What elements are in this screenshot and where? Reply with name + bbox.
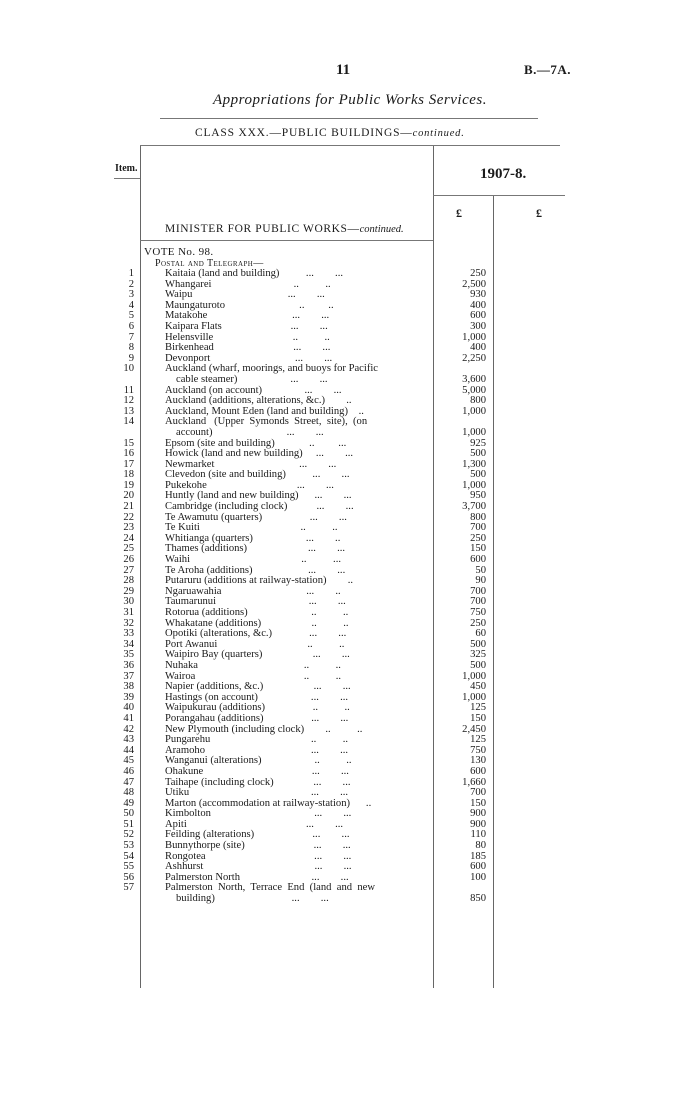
item-description: Palmerston North ... ... [165, 871, 349, 883]
item-description: Port Awanui .. .. [165, 638, 345, 650]
table-row [0, 703, 700, 714]
table-row [0, 778, 700, 789]
item-number: 5 [128, 310, 134, 322]
item-description: account) ... ... [176, 426, 324, 438]
item-number: 29 [123, 585, 134, 597]
item-number: 56 [123, 871, 134, 883]
table-row [0, 322, 700, 333]
item-number: 47 [123, 776, 134, 788]
item-description: Clevedon (site and building) ... ... [165, 469, 350, 481]
item-amount: 930 [470, 289, 486, 301]
table-row [0, 650, 700, 661]
item-number: 12 [123, 395, 134, 407]
table-row [0, 513, 700, 524]
appropriation-rows [0, 269, 700, 905]
item-amount: 500 [470, 638, 486, 650]
table-row [0, 470, 700, 481]
item-amount: 1,000 [462, 405, 486, 417]
item-description: Palmerston North, Terrace End (land and new [165, 882, 375, 894]
item-number: 34 [123, 638, 134, 650]
table-row [0, 534, 700, 545]
item-number: 1 [128, 268, 134, 279]
item-amount: 750 [470, 744, 486, 756]
item-number: 20 [123, 490, 134, 502]
item-number: 24 [123, 532, 134, 544]
table-row [0, 343, 700, 354]
table-row [0, 809, 700, 820]
item-amount: 700 [470, 522, 486, 534]
table-row [0, 460, 700, 471]
item-description: Nuhaka .. .. [165, 659, 341, 671]
item-number: 42 [123, 723, 134, 735]
item-number: 11 [123, 384, 134, 396]
item-amount: 300 [470, 320, 486, 332]
table-row [0, 597, 700, 608]
table-row [0, 862, 700, 873]
table-row [0, 301, 700, 312]
item-number: 57 [123, 882, 134, 894]
table-row [0, 502, 700, 513]
item-number: 37 [123, 670, 134, 682]
item-amount: 700 [470, 787, 486, 799]
item-number: 2 [128, 278, 134, 290]
item-amount: 1,300 [462, 458, 486, 470]
item-description: Howick (land and new building) ... ... [165, 448, 354, 460]
item-amount: 700 [470, 585, 486, 597]
item-description: Kaitaia (land and building) ... ... [165, 268, 343, 279]
item-number: 16 [123, 448, 134, 460]
item-description: Auckland (on account) ... ... [165, 384, 342, 396]
table-row [0, 269, 700, 280]
table-row [0, 428, 700, 439]
item-amount: 925 [470, 437, 486, 449]
table-row [0, 619, 700, 630]
item-number: 54 [123, 850, 134, 862]
item-description: Devonport ... ... [165, 352, 333, 364]
item-number: 22 [123, 511, 134, 523]
item-amount: 90 [475, 575, 486, 587]
item-amount: 3,700 [462, 501, 486, 513]
pound-unit-right: £ [536, 206, 542, 220]
item-number: 55 [123, 861, 134, 873]
item-description: Auckland (Upper Symonds Street, site), (on [165, 416, 368, 428]
item-description: Newmarket ... ... [165, 458, 337, 470]
item-description: Whangarei .. .. [165, 278, 331, 290]
item-description: Hastings (on account) ... ... [165, 691, 349, 703]
table-row [0, 767, 700, 778]
title-rule [160, 118, 538, 119]
table-row [0, 375, 700, 386]
table-row [0, 820, 700, 831]
item-amount: 850 [470, 893, 486, 905]
item-description: Ngaruawahia ... .. [165, 585, 341, 597]
table-row [0, 714, 700, 725]
item-amount: 185 [470, 850, 486, 862]
item-number: 8 [128, 342, 134, 354]
item-description: Whakatane (additions) .. .. [165, 617, 349, 629]
table-row [0, 417, 700, 428]
item-amount: 800 [470, 395, 486, 407]
table-row [0, 555, 700, 566]
item-description: Waipiro Bay (quarters) ... ... [165, 649, 350, 661]
table-row [0, 735, 700, 746]
item-number: 49 [123, 797, 134, 809]
table-row [0, 587, 700, 598]
item-number: 36 [123, 659, 134, 671]
item-description: Rotorua (additions) .. .. [165, 607, 349, 618]
item-number: 30 [123, 596, 134, 608]
item-amount: 50 [475, 564, 486, 576]
pound-unit-left: £ [456, 206, 462, 220]
item-amount: 80 [475, 840, 486, 852]
item-amount: 1,000 [462, 670, 486, 682]
item-amount: 2,500 [462, 278, 486, 290]
item-number: 43 [123, 734, 134, 746]
item-number: 25 [123, 543, 134, 555]
item-description: Pukekohe ... ... [165, 479, 334, 491]
item-description: Auckland (wharf, moorings, and buoys for Pacific [165, 363, 378, 375]
item-number: 3 [128, 289, 134, 301]
item-amount: 600 [470, 554, 486, 566]
item-description: Te Kuiti .. .. [165, 522, 338, 534]
item-header-underline [114, 178, 140, 179]
item-number: 33 [123, 628, 134, 640]
item-amount: 3,600 [462, 373, 486, 385]
item-description: cable steamer) ... ... [176, 373, 328, 385]
class-subtitle-continued: continued. [412, 128, 465, 139]
item-number: 48 [123, 787, 134, 799]
table-row [0, 682, 700, 693]
item-amount: 60 [475, 628, 486, 640]
item-number: 14 [123, 416, 134, 428]
item-amount: 600 [470, 765, 486, 777]
item-number: 23 [123, 522, 134, 534]
table-row [0, 364, 700, 375]
item-description: Taihape (including clock) ... ... [165, 776, 351, 788]
item-number: 13 [123, 405, 134, 417]
item-number: 32 [123, 617, 134, 629]
item-amount: 500 [470, 448, 486, 460]
item-description: Pungarehu .. .. [165, 734, 349, 746]
class-subtitle-main: CLASS XXX.—PUBLIC BUILDINGS— [195, 127, 413, 139]
item-number: 15 [123, 437, 134, 449]
year-header-rule [433, 195, 565, 196]
table-row [0, 693, 700, 704]
item-amount: 125 [470, 734, 486, 746]
item-description: New Plymouth (including clock) .. .. [165, 723, 363, 735]
item-number: 38 [123, 681, 134, 693]
item-amount: 325 [470, 649, 486, 661]
table-row [0, 661, 700, 672]
table-row [0, 883, 700, 894]
item-number: 31 [123, 607, 134, 618]
item-number: 19 [123, 479, 134, 491]
item-description: Waipukurau (additions) .. .. [165, 702, 350, 714]
item-description: Te Awamutu (quarters) ... ... [165, 511, 347, 523]
item-amount: 1,660 [462, 776, 486, 788]
minister-heading [165, 223, 404, 235]
item-number: 28 [123, 575, 134, 587]
item-amount: 130 [470, 755, 486, 767]
item-description: Auckland, Mount Eden (land and building) .. [165, 405, 364, 417]
minister-heading-main: MINISTER FOR PUBLIC WORKS— [165, 223, 360, 235]
item-description: Porangahau (additions) ... ... [165, 712, 349, 724]
vote-number: VOTE No. 98. [144, 246, 214, 258]
table-row [0, 523, 700, 534]
item-amount: 900 [470, 818, 486, 830]
year-header: 1907-8. [480, 166, 527, 182]
item-number: 44 [123, 744, 134, 756]
item-amount: 150 [470, 797, 486, 809]
item-number: 50 [123, 808, 134, 820]
item-amount: 500 [470, 659, 486, 671]
item-amount: 150 [470, 543, 486, 555]
item-amount: 950 [470, 490, 486, 502]
item-column-header: Item. [115, 163, 138, 174]
item-amount: 750 [470, 607, 486, 618]
item-description: Kaipara Flats ... ... [165, 320, 328, 332]
item-amount: 700 [470, 596, 486, 608]
item-description: Auckland (additions, alterations, &c.) .. [165, 395, 352, 407]
header-rule [140, 145, 560, 146]
item-number: 27 [123, 564, 134, 576]
item-description: Taumarunui ... ... [165, 596, 346, 608]
item-description: Ashhurst ... ... [165, 861, 352, 873]
item-amount: 500 [470, 469, 486, 481]
table-row [0, 280, 700, 291]
item-description: Waipu ... ... [165, 289, 325, 301]
item-amount: 600 [470, 861, 486, 873]
item-amount: 900 [470, 808, 486, 820]
item-description: Apiti ... ... [165, 818, 344, 830]
item-number: 26 [123, 554, 134, 566]
item-description: Birkenhead ... ... [165, 342, 331, 354]
table-row [0, 640, 700, 651]
item-number: 41 [123, 712, 134, 724]
item-description: Whitianga (quarters) ... .. [165, 532, 341, 544]
table-row [0, 576, 700, 587]
table-row [0, 311, 700, 322]
page-title: Appropriations for Public Works Services. [213, 92, 487, 108]
item-description: Matakohe ... ... [165, 310, 330, 322]
item-amount: 5,000 [462, 384, 486, 396]
document-reference: B.—7A. [524, 62, 572, 77]
table-row [0, 608, 700, 619]
item-number: 39 [123, 691, 134, 703]
table-row [0, 629, 700, 640]
item-description: Kimbolton ... ... [165, 808, 352, 820]
item-number: 46 [123, 765, 134, 777]
table-row [0, 756, 700, 767]
table-row [0, 290, 700, 301]
page-number: 11 [336, 62, 351, 78]
item-description: Utiku ... ... [165, 787, 349, 799]
item-description: Opotiki (alterations, &c.) ... ... [165, 628, 347, 640]
item-number: 9 [128, 352, 134, 364]
item-number: 4 [128, 299, 134, 311]
item-number: 52 [123, 829, 134, 841]
item-amount: 250 [470, 268, 486, 279]
item-amount: 450 [470, 681, 486, 693]
item-description: building) ... ... [176, 893, 329, 905]
item-number: 17 [123, 458, 134, 470]
table-row [0, 333, 700, 344]
item-amount: 150 [470, 712, 486, 724]
table-row [0, 449, 700, 460]
item-description: Putaruru (additions at railway-station) .. [165, 575, 353, 587]
item-description: Wanganui (alterations) .. .. [165, 755, 352, 767]
item-description: Thames (additions) ... ... [165, 543, 346, 555]
item-description: Feilding (alterations) ... ... [165, 829, 350, 841]
item-description: Huntly (land and new building) ... ... [165, 490, 352, 502]
item-description: Marton (accommodation at railway-station) .. [165, 797, 372, 809]
item-description: Rongotea ... ... [165, 850, 352, 862]
item-description: Ohakune ... ... [165, 765, 349, 777]
item-description: Aramoho ... ... [165, 744, 349, 756]
item-amount: 250 [470, 617, 486, 629]
item-number: 6 [128, 320, 134, 332]
item-amount: 250 [470, 532, 486, 544]
item-amount: 400 [470, 342, 486, 354]
item-description: Helensville .. .. [165, 331, 330, 343]
item-description: Bunnythorpe (site) ... ... [165, 840, 351, 852]
item-number: 45 [123, 755, 134, 767]
table-row [0, 725, 700, 736]
item-amount: 1,000 [462, 331, 486, 343]
item-number: 40 [123, 702, 134, 714]
item-amount: 1,000 [462, 426, 486, 438]
item-description: Maungaturoto .. .. [165, 299, 334, 311]
class-subtitle [195, 127, 465, 139]
table-row [0, 544, 700, 555]
item-number: 35 [123, 649, 134, 661]
minister-heading-continued: continued. [359, 224, 404, 235]
item-amount: 125 [470, 702, 486, 714]
item-amount: 110 [470, 829, 486, 841]
item-number: 10 [123, 363, 134, 375]
item-number: 18 [123, 469, 134, 481]
item-number: 7 [128, 331, 134, 343]
postal-telegraph-heading: Postal and Telegraph— [155, 258, 264, 269]
item-amount: 1,000 [462, 479, 486, 491]
minister-rule [140, 240, 433, 241]
item-description: Waihi .. ... [165, 554, 341, 566]
item-description: Cambridge (including clock) ... ... [165, 501, 354, 513]
item-number: 53 [123, 840, 134, 852]
item-description: Te Aroha (additions) ... ... [165, 564, 346, 576]
item-amount: 600 [470, 310, 486, 322]
item-number: 51 [123, 818, 134, 830]
item-amount: 400 [470, 299, 486, 311]
item-description: Wairoa .. .. [165, 670, 341, 682]
item-amount: 800 [470, 511, 486, 523]
item-amount: 2,250 [462, 352, 486, 364]
item-amount: 100 [470, 871, 486, 883]
item-amount: 2,450 [462, 723, 486, 735]
item-number: 21 [123, 501, 134, 513]
item-description: Napier (additions, &c.) ... ... [165, 681, 351, 693]
table-row [0, 894, 700, 905]
item-description: Epsom (site and building) .. ... [165, 437, 347, 449]
item-amount: 1,000 [462, 691, 486, 703]
